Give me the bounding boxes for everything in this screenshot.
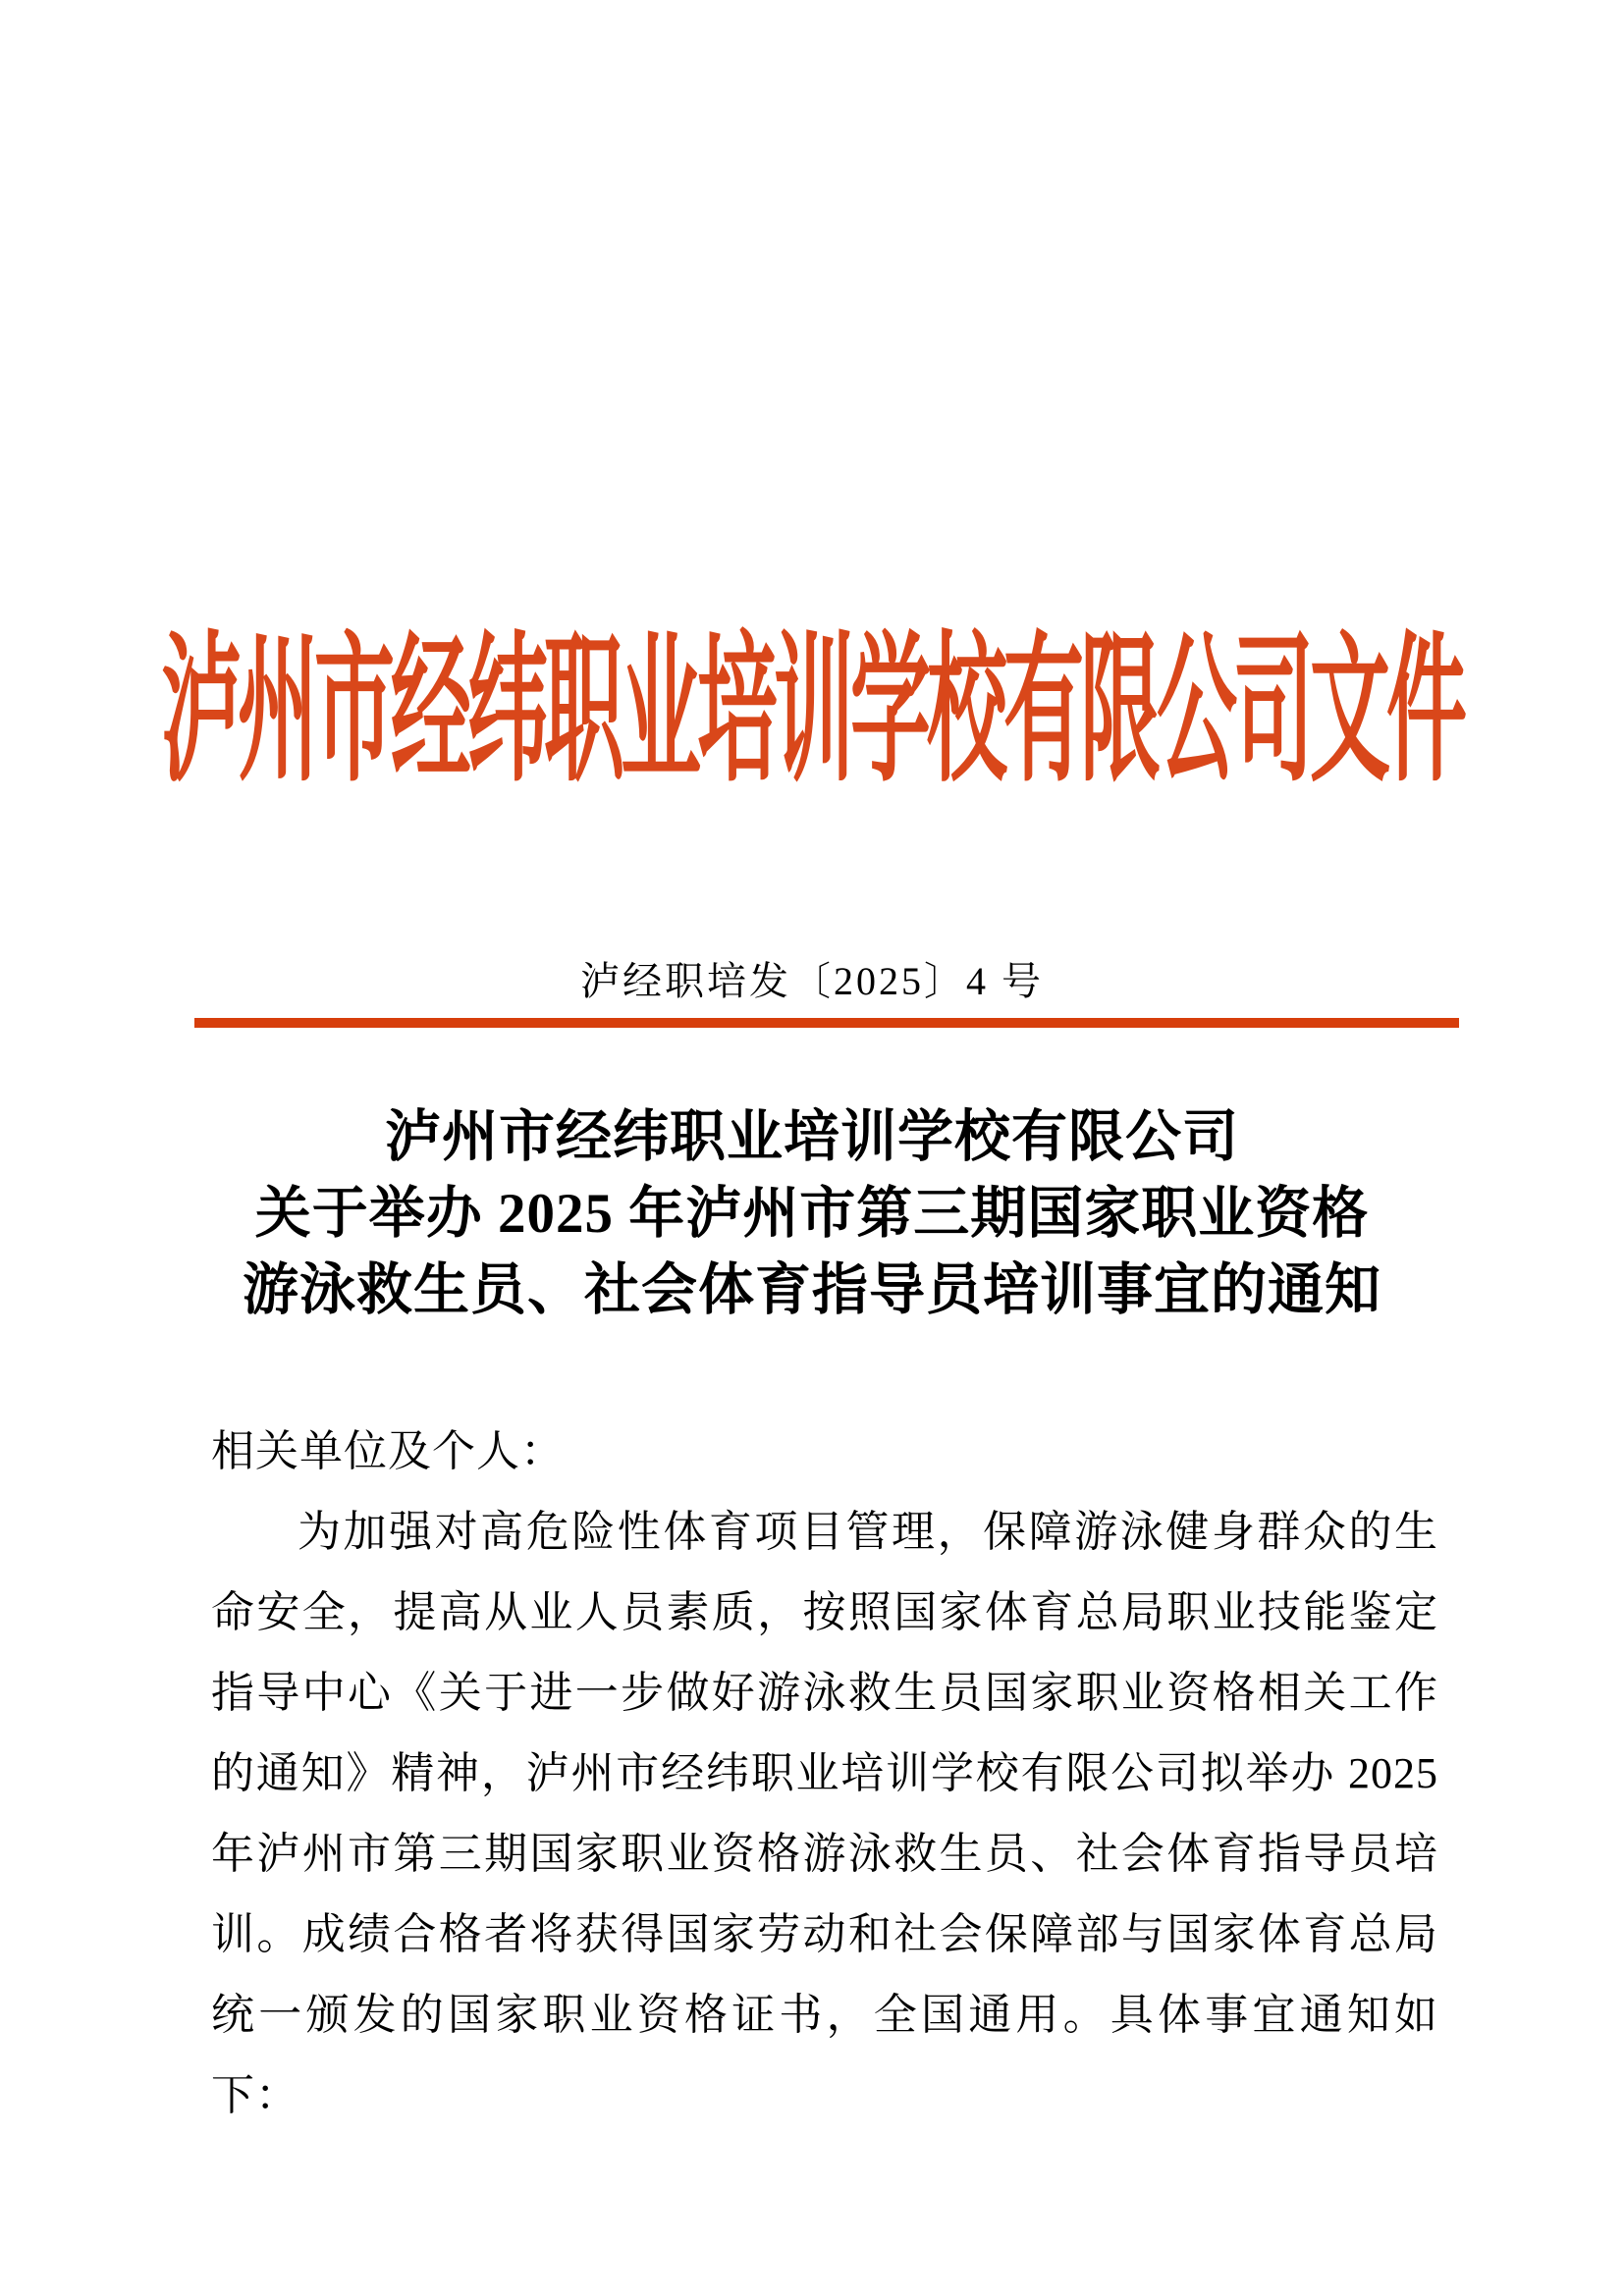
document-body (211, 1412, 1438, 2136)
document-title-line-3: 游泳救生员、社会体育指导员培训事宜的通知 (243, 1259, 1381, 1321)
document-reference-number: 泸经职培发〔2025〕4 号 (580, 959, 1044, 1003)
document-title-line-2: 关于举办 2025 年泸州市第三期国家职业资格 (254, 1183, 1370, 1245)
document-title (0, 1099, 1624, 1329)
document-title-line-1: 泸州市经纬职业培训学校有限公司 (385, 1106, 1239, 1168)
salutation: 相关单位及个人： (211, 1427, 565, 1475)
red-divider-line (194, 1018, 1459, 1028)
body-paragraph: 为加强对高危险性体育项目管理，保障游泳健身群众的生命安全，提高从业人员素质，按照国家体育总局职业技能鉴定指导中心《关于进一步做好游泳救生员国家职业资格相关工作的通知》精神，泸州市经纬职业培训学校有限公司拟举办 2025 年泸州市第三期国家职业资格游泳救生员、社会体育指导员培训。成绩合格者将获得国家劳动和社会保障部与国家体育总局统一颁发的国家职业资格证书，全国通用。具体事宜通知如下： (211, 1508, 1438, 2119)
letterhead-title: 泸州市经纬职业培训学校有限公司文件 (160, 622, 1463, 801)
red-letterhead (0, 622, 1624, 801)
